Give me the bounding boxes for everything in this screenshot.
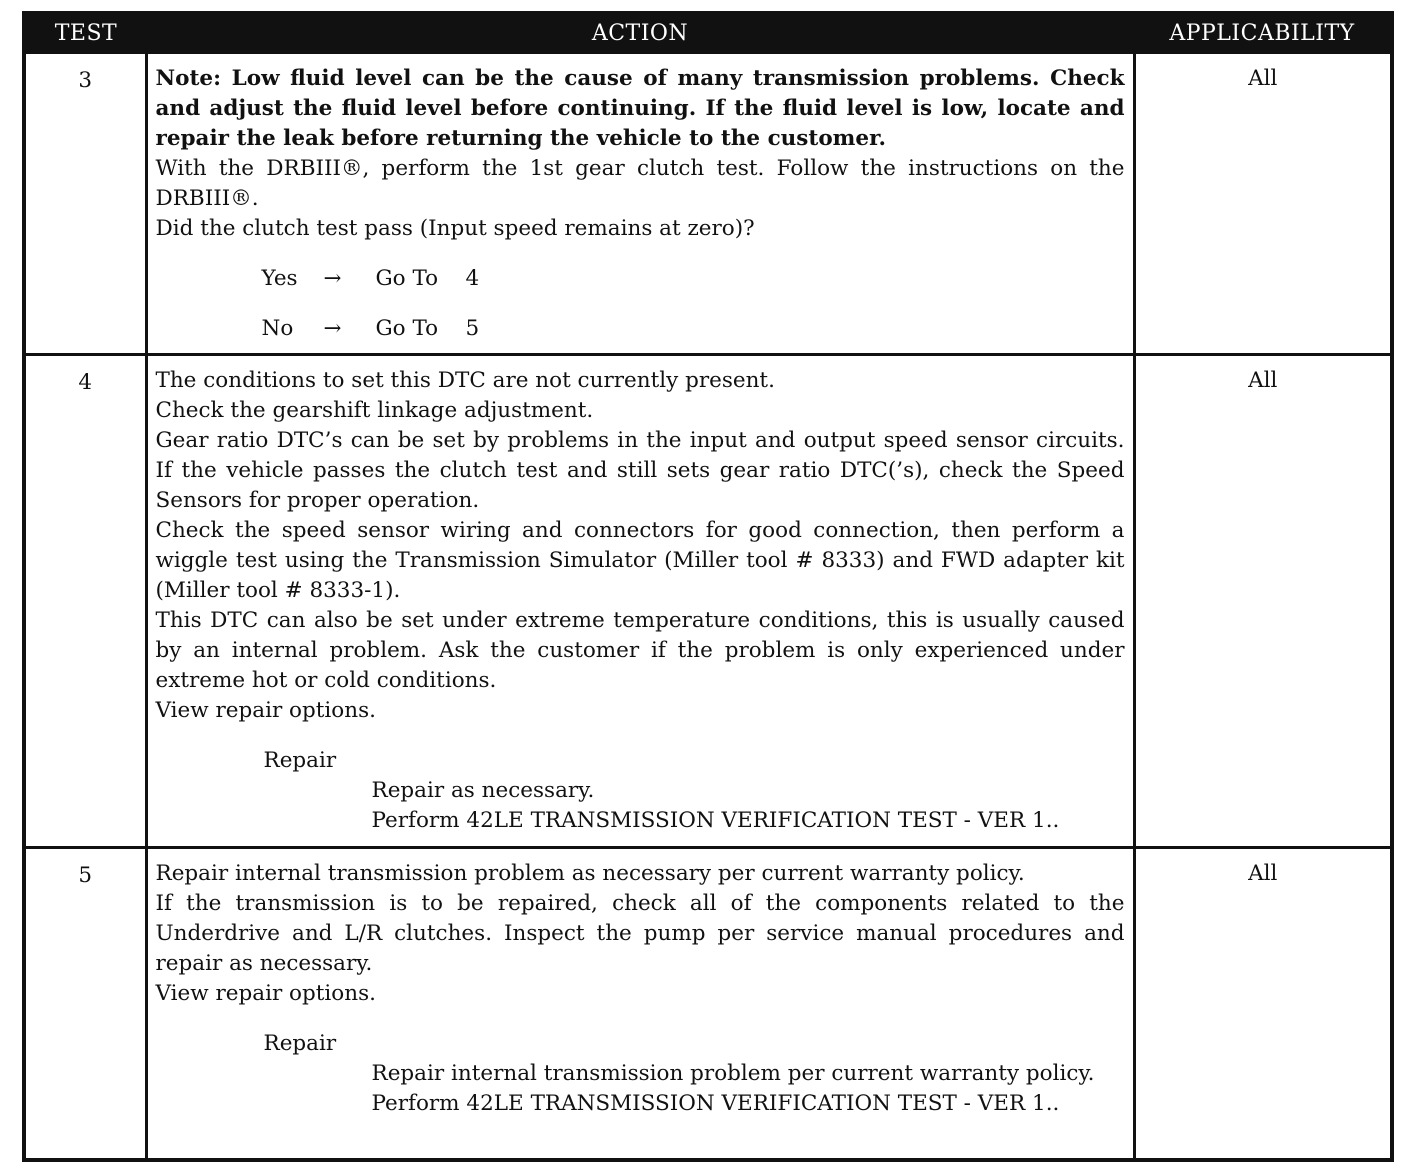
header-row [24,13,1392,53]
table-row [24,848,1392,1160]
verification-test-link[interactable]: Perform 42LE TRANSMISSION VERIFICATION TEST - VER 1.. [371,808,1060,833]
table-row [24,355,1392,848]
question-text: Did the clutch test pass (Input speed remains at zero)? [155,216,755,241]
applicability-value: All [1134,848,1392,1160]
repair-options [372,1059,1125,1119]
action-text: The conditions to set this DTC are not currently present. [155,368,775,393]
applicability-value: All [1134,53,1392,355]
choice-answer: No [261,316,294,341]
action-cell [146,53,1134,355]
action-text: Check the gearshift linkage adjustment. [155,398,594,423]
right-arrow-icon: → [323,266,342,291]
test-number: 3 [24,53,146,355]
verification-test-link[interactable]: Perform 42LE TRANSMISSION VERIFICATION TEST - VER 1.. [371,1091,1060,1116]
action-cell [146,848,1134,1160]
note-text: Note: Low fluid level can be the cause of many transmission problems. Check and adjust the fluid level before continuing. If the fluid level is low, locate and repair the leak before returning the vehicle to the customer. [155,66,1125,151]
repair-option: Repair as necessary. [371,778,595,803]
test-column-header: TEST [24,13,146,53]
test-number: 4 [24,355,146,848]
choice-no[interactable] [262,314,1125,344]
action-text: Repair internal transmission problem as necessary per current warranty policy. [155,861,1025,886]
action-column-header: ACTION [146,13,1134,53]
action-text: If the transmission is to be repaired, check all of the components related to the Underdrive and L/R clutches. Inspect the pump per service manual procedures and repair as necessary. [155,891,1125,976]
goto-target: 5 [465,316,480,341]
goto-target: 4 [465,266,480,291]
applicability-value: All [1134,355,1392,848]
applicability-column-header: APPLICABILITY [1134,13,1392,53]
test-number: 5 [24,848,146,1160]
diagnostic-procedure-table-container [22,11,1390,1162]
table-row [24,53,1392,355]
choice-answer: Yes [261,266,298,291]
action-text: With the DRBIII®, perform the 1st gear clutch test. Follow the instructions on the DRBIII®. [155,156,1125,211]
action-cell [146,355,1134,848]
diagnostic-procedure-table [22,11,1394,1162]
repair-options [372,776,1125,836]
repair-label: Repair [263,748,337,773]
view-repair-options-text: View repair options. [155,698,376,723]
repair-option: Repair internal transmission problem per current warranty policy. [371,1061,1095,1086]
right-arrow-icon: → [323,316,342,341]
action-text: Gear ratio DTC’s can be set by problems in the input and output speed sensor circuits. If the vehicle passes the clutch test and still sets gear ratio DTC(’s), check the Speed Sensors for proper operation. [155,428,1125,513]
action-text: Check the speed sensor wiring and connectors for good connection, then perform a wiggle test using the Transmission Simulator (Miller tool # 8333) and FWD adapter kit (Miller tool # 8333-1). [155,518,1125,603]
action-text: This DTC can also be set under extreme temperature conditions, this is usually caused by an internal problem. Ask the customer if the problem is only experienced under extreme hot or cold conditions. [155,608,1125,693]
goto-label: Go To [375,316,439,341]
goto-label: Go To [375,266,439,291]
repair-label: Repair [263,1031,337,1056]
view-repair-options-text: View repair options. [155,981,376,1006]
choice-yes[interactable] [262,264,1125,294]
